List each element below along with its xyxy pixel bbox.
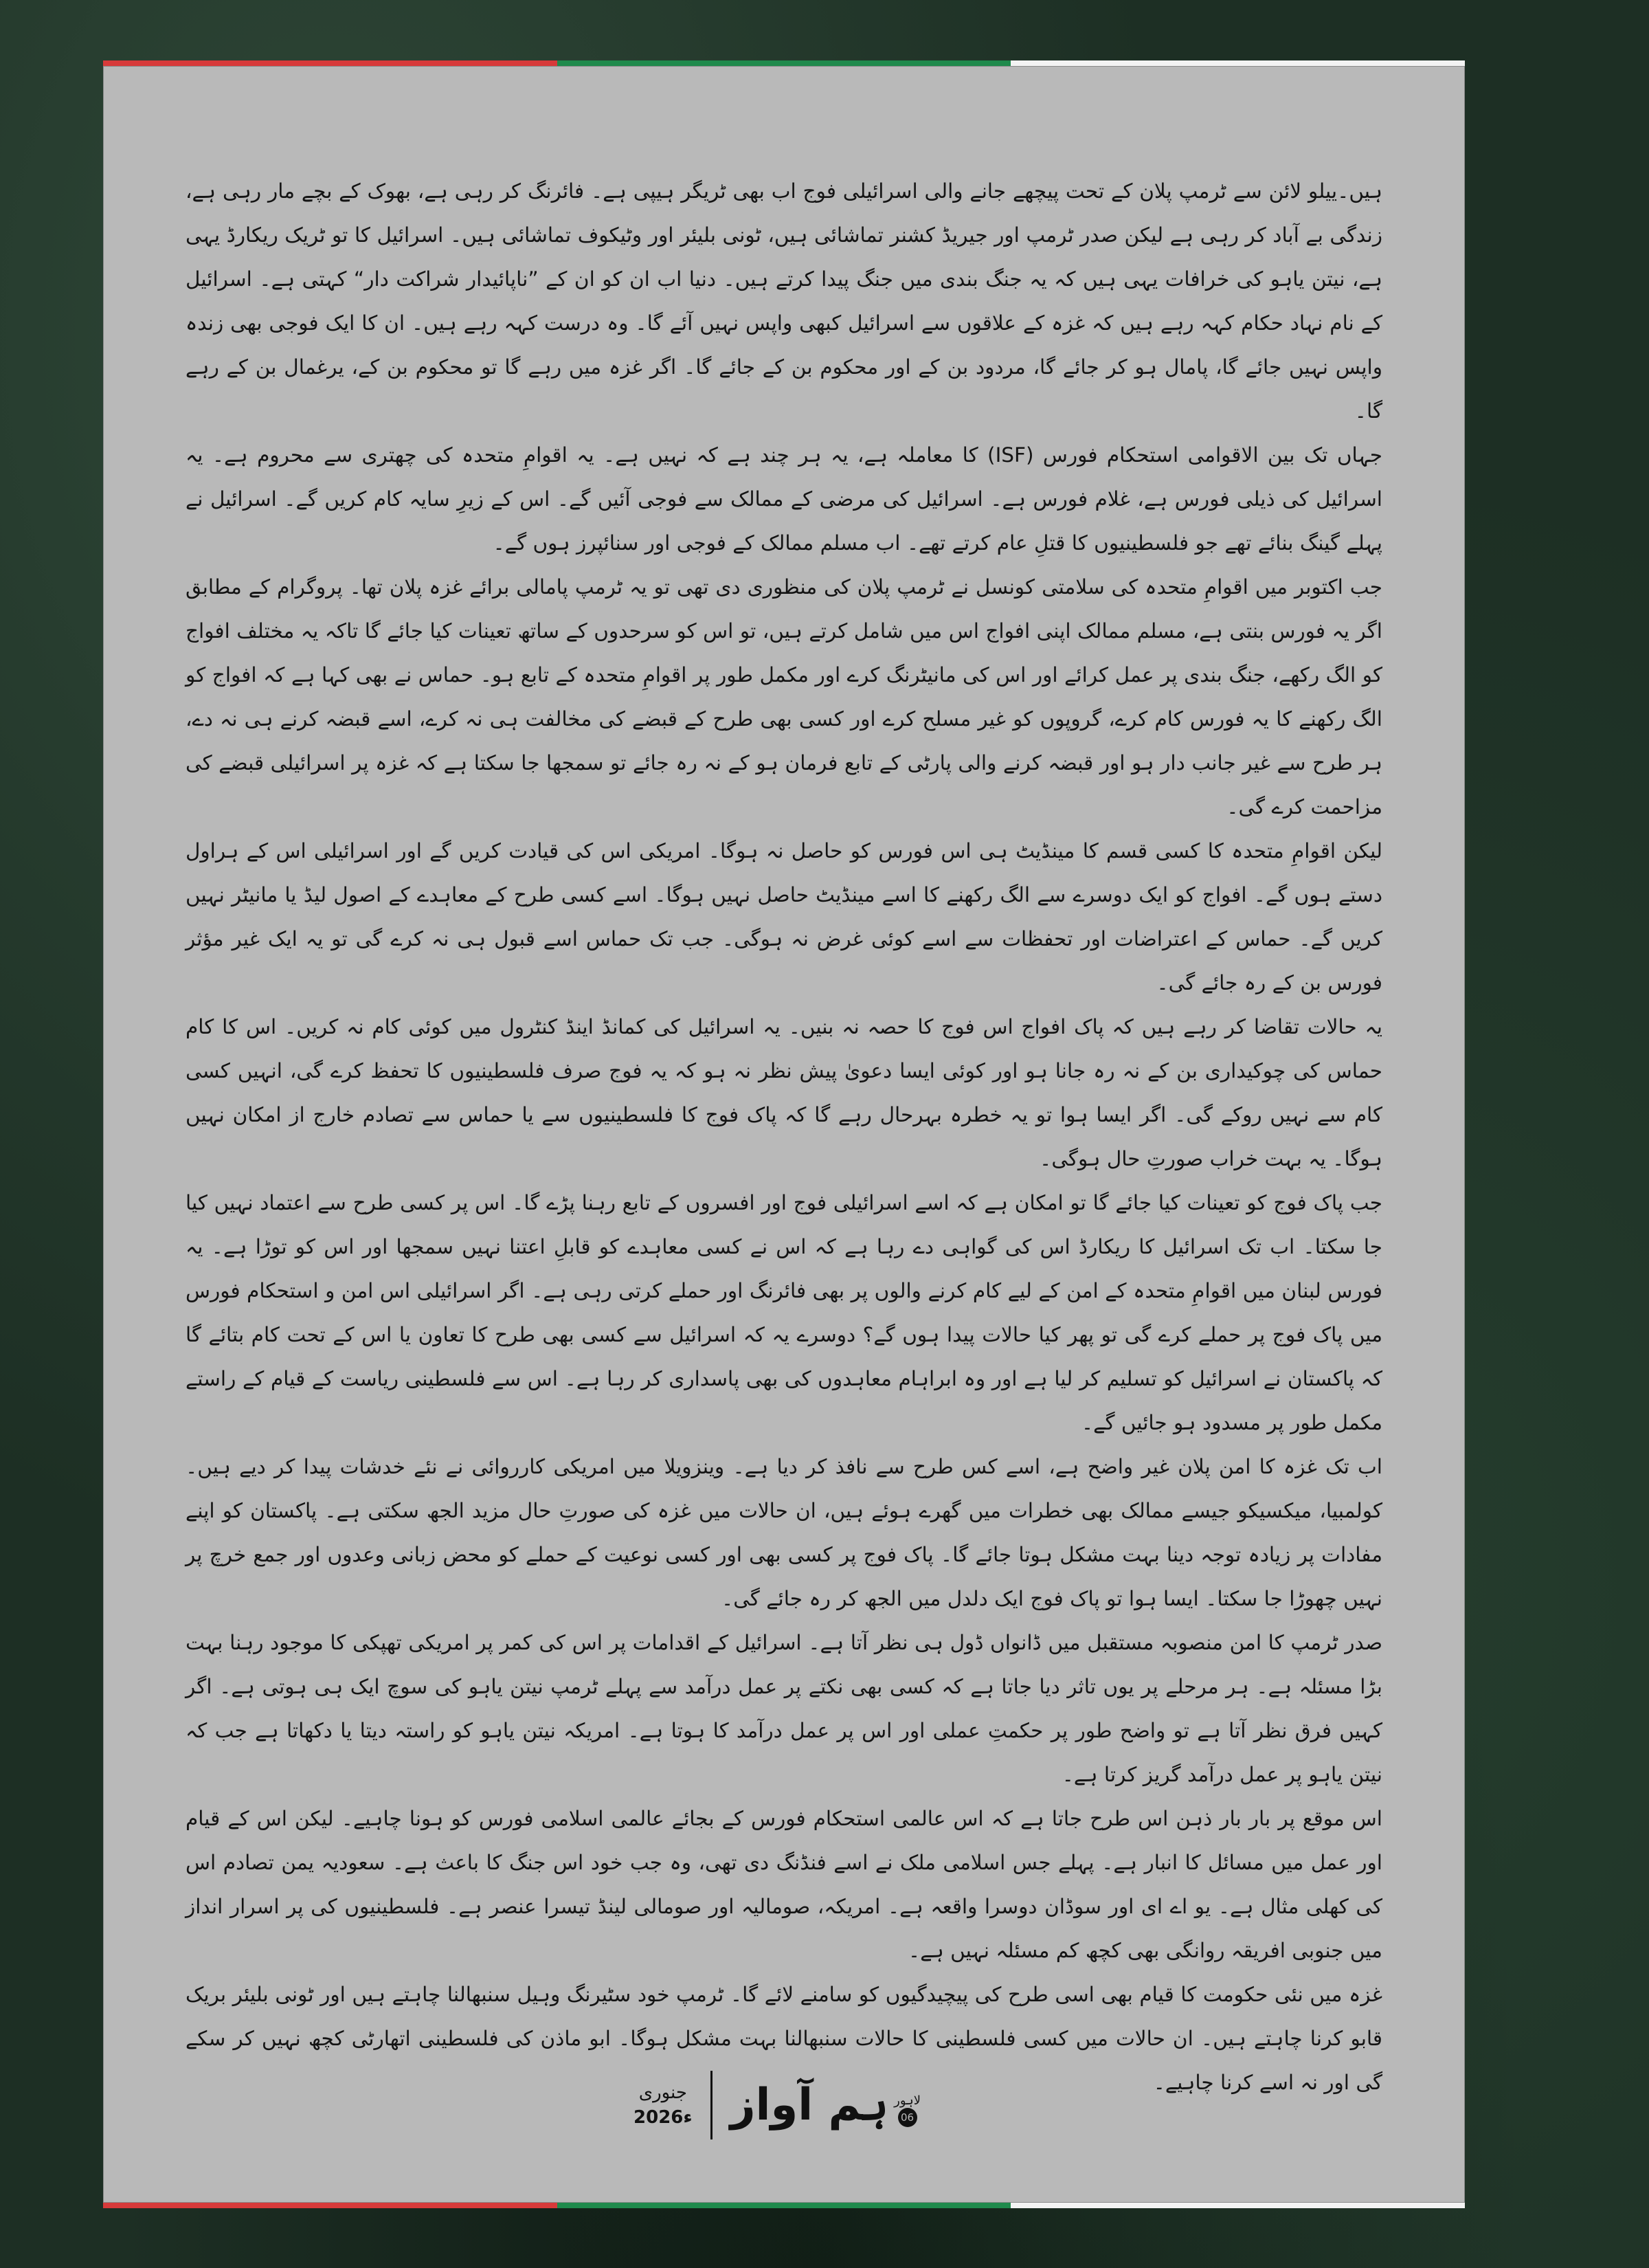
stripe-white bbox=[1011, 2203, 1465, 2208]
logo-city: لاہور bbox=[894, 2093, 921, 2108]
stripe-green bbox=[557, 2203, 1011, 2208]
issue-month: جنوری bbox=[638, 2082, 687, 2103]
paragraph: اب تک غزہ کا امن پلان غیر واضح ہے، اسے کس طرح سے نافذ کر دیا ہے۔ وینزویلا میں امریکی کارروائی نے نئے خدشات پیدا کر دیے ہیں۔ کولمبیا، میکسیکو جیسے ممالک بھی خطرات میں گھرے ہوئے ہیں، ان حالات میں غزہ کی صورتِ حال مزید الجھ سکتی ہے۔ پاکستان کو اپنے مفادات پر زیادہ توجہ دینا بہت مشکل ہوتا جائے گا۔ پاک فوج پر کسی بھی اور کسی نوعیت کے حملے کو محض زبانی وعدوں اور جمع خرچ پر نہیں چھوڑا جا سکتا۔ ایسا ہوا تو پاک فوج ایک دلدل میں الجھ کر رہ جائے گی۔ bbox=[186, 1455, 1382, 1610]
magazine-page bbox=[103, 66, 1465, 2203]
paragraph: جب اکتوبر میں اقوامِ متحدہ کی سلامتی کونسل نے ٹرمپ پلان کی منظوری دی تھی تو یہ ٹرمپ پامالی برائے غزہ پلان تھا۔ پروگرام کے مطابق اگر یہ فورس بنتی ہے، مسلم ممالک اپنی افواج اس میں شامل کرتے ہیں، تو اس کو سرحدوں کے ساتھ تعینات کیا جائے گا تاکہ یہ مختلف افواج کو الگ رکھے، جنگ بندی پر عمل کرائے اور اس کی مانیٹرنگ کرے اور مکمل طور پر اقوامِ متحدہ کے تابع ہو۔ حماس نے بھی کہا ہے کہ افواج کو الگ رکھنے کا یہ فورس کام کرے، گروپوں کو غیر مسلح کرے اور کسی بھی طرح کے قبضے کی مخالفت ہی نہ کرے، اسے قبضہ کرنے ہی نہ دے، ہر طرح سے غیر جانب دار ہو اور قبضہ کرنے والی پارٹی کے تابع فرمان ہو کے نہ رہ جائے تو سمجھا جا سکتا ہے کہ غزہ پر اسرائیلی قبضے کی مزاحمت کرے گی۔ bbox=[186, 575, 1382, 819]
paragraph: اس موقع پر بار بار ذہن اس طرح جاتا ہے کہ اس عالمی استحکام فورس کے بجائے عالمی اسلامی فورس کو ہونا چاہیے۔ لیکن اس کے قیام اور عمل میں مسائل کا انبار ہے۔ پہلے جس اسلامی ملک نے اسے فنڈنگ دی تھی، وہ جب خود اس جنگ کا باعث ہے۔ سعودیہ یمن تصادم اس کی کھلی مثال ہے۔ یو اے ای اور سوڈان دوسرا واقعہ ہے۔ امریکہ، صومالیہ اور صومالی لینڈ تیسرا عنصر ہے۔ فلسطینیوں کی پر اسرار انداز میں جنوبی افریقہ روانگی بھی کچھ کم مسئلہ نہیں ہے۔ bbox=[186, 1807, 1382, 1962]
stripe-green bbox=[557, 60, 1011, 66]
paragraph: غزہ میں نئی حکومت کا قیام بھی اسی طرح کی پیچیدگیوں کو سامنے لائے گا۔ ٹرمپ خود سٹیرنگ وہیل سنبھالنا چاہتے ہیں اور ٹونی بلیئر بریک قابو کرنا چاہتے ہیں۔ ان حالات میں کسی فلسطینی کا حالات سنبھالنا بہت مشکل ہوگا۔ ابو ماذن کی فلسطینی اتھارٹی کچھ نہیں کر سکے گی اور نہ اسے کرنا چاہیے۔ bbox=[186, 1983, 1382, 2094]
logo-wordmark: ہم آواز bbox=[730, 2080, 889, 2131]
paragraph: یہ حالات تقاضا کر رہے ہیں کہ پاک افواج اس فوج کا حصہ نہ بنیں۔ یہ اسرائیل کی کمانڈ اینڈ کنٹرول میں کوئی کام نہ کریں۔ اس کا کام حماس کی چوکیداری بن کے نہ رہ جانا ہو اور کوئی ایسا دعویٰ پیش نظر نہ ہو کہ یہ فوج صرف فلسطینیوں کا تحفظ کرے گی، انہیں کسی کام سے نہیں روکے گی۔ اگر ایسا ہوا تو یہ خطرہ بہرحال رہے گا کہ پاک فوج کا فلسطینیوں سے یا حماس سے تصادم خارج از امکان نہیں ہوگا۔ یہ بہت خراب صورتِ حال ہوگی۔ bbox=[186, 1015, 1382, 1170]
issue-date bbox=[633, 2080, 693, 2130]
paragraph: ہیں۔ییلو لائن سے ٹرمپ پلان کے تحت پیچھے جانے والی اسرائیلی فوج اب بھی ٹریگر ہیپی ہے۔ فائرنگ کر رہی ہے، بھوک کے بچے مار رہی ہے، زندگی بے آباد کر رہی ہے لیکن صدر ٹرمپ اور جیریڈ کشنر تماشائی ہیں، ٹونی بلیئر اور وٹیکوف تماشائی ہیں۔ اسرائیل کا تو ٹریک ریکارڈ یہی ہے، نیتن یاہو کی خرافات یہی ہیں کہ یہ جنگ بندی میں جنگ پیدا کرتے ہیں۔ دنیا اب ان کو ان کے ”ناپائیدار شراکت دار“ کہتی ہے۔ اسرائیل کے نام نہاد حکام کہہ رہے ہیں کہ غزہ کے علاقوں سے اسرائیل کبھی واپس نہیں آئے گا۔ وہ درست کہہ رہے ہیں۔ ان کا ایک فوجی بھی زندہ واپس نہیں جائے گا، پامال ہو کر جائے گا، مردود بن کے اور محکوم بن کے جائے گا۔ اگر غزہ میں رہے گا تو محکوم بن کے، یرغمال بن کے رہے گا۔ bbox=[186, 179, 1382, 423]
stripe-red bbox=[103, 60, 557, 66]
stripe-red bbox=[103, 2203, 557, 2208]
top-color-stripe bbox=[103, 60, 1465, 66]
paragraph: لیکن اقوامِ متحدہ کا کسی قسم کا مینڈیٹ ہی اس فورس کو حاصل نہ ہوگا۔ امریکی اس کی قیادت کریں گے اور اسرائیلی اس کے ہراول دستے ہوں گے۔ افواج کو ایک دوسرے سے الگ رکھنے کا اسے مینڈیٹ حاصل نہیں ہوگا۔ اسے کسی طرح کے معاہدے کے اصول لیڈ یا مانیٹر نہیں کریں گے۔ حماس کے اعتراضات اور تحفظات سے اسے کوئی غرض نہ ہوگی۔ جب تک حماس اسے قبول ہی نہ کرے گی تو یہ ایک غیر مؤثر فورس بن کے رہ جائے گی۔ bbox=[186, 839, 1382, 994]
issue-year: 2026ء bbox=[633, 2107, 693, 2128]
bottom-color-stripe bbox=[103, 2203, 1465, 2208]
footer-divider bbox=[710, 2071, 713, 2139]
article-body bbox=[186, 169, 1382, 2104]
issue-number-badge: 06 bbox=[898, 2108, 917, 2127]
magazine-logo bbox=[730, 2080, 921, 2131]
paragraph: صدر ٹرمپ کا امن منصوبہ مستقبل میں ڈانواں ڈول ہی نظر آتا ہے۔ اسرائیل کے اقدامات پر اس کی کمر پر امریکی تھپکی کا موجود رہنا بہت بڑا مسئلہ ہے۔ ہر مرحلے پر یوں تاثر دیا جاتا ہے کہ کسی بھی نکتے پر عمل درآمد سے پہلے ٹرمپ نیتن یاہو کی سوچ ایک ہی ہوتی ہے۔ اگر کہیں فرق نظر آتا ہے تو واضح طور پر حکمتِ عملی اور اس پر عمل درآمد کا ہوتا ہے۔ امریکہ نیتن یاہو کو راستہ دیتا یا دکھاتا ہے جب کہ نیتن یاہو پر عمل درآمد گریز کرتا ہے۔ bbox=[186, 1631, 1382, 1786]
logo-side bbox=[894, 2093, 921, 2127]
paragraph: جب پاک فوج کو تعینات کیا جائے گا تو امکان ہے کہ اسے اسرائیلی فوج اور افسروں کے تابع رہنا پڑے گا۔ اس پر کسی طرح سے اعتماد نہیں کیا جا سکتا۔ اب تک اسرائیل کا ریکارڈ اس کی گواہی دے رہا ہے کہ اس نے کسی معاہدے کو قابلِ اعتنا نہیں سمجھا اور اس کو توڑا ہے۔ یہ فورس لبنان میں اقوامِ متحدہ کے امن کے لیے کام کرنے والوں پر بھی فائرنگ اور حملے کرتی رہی ہے۔ اگر اسرائیلی اس امن و استحکام فورس میں پاک فوج پر حملے کرے گی تو پھر کیا حالات پیدا ہوں گے؟ دوسرے یہ کہ اسرائیل سے کسی بھی طرح کا تعاون یا اس کے تحت کام بتائے گا کہ پاکستان نے اسرائیل کو تسلیم کر لیا ہے اور وہ ابراہام معاہدوں کی بھی پاسداری کر رہا ہے۔ اس سے فلسطینی ریاست کے قیام کے راستے مکمل طور پر مسدود ہو جائیں گے۔ bbox=[186, 1191, 1382, 1434]
paragraph: جہاں تک بین الاقوامی استحکام فورس (ISF) کا معاملہ ہے، یہ ہر چند ہے کہ نہیں ہے۔ یہ اقوامِ متحدہ کی چھتری سے محروم ہے۔ یہ اسرائیل کی ذیلی فورس ہے، غلام فورس ہے۔ اسرائیل کی مرضی کے ممالک سے فوجی آئیں گے۔ اس کے زیرِ سایہ کام کریں گے۔ اسرائیل نے پہلے گینگ بنائے تھے جو فلسطینیوں کا قتلِ عام کرتے تھے۔ اب مسلم ممالک کے فوجی اور سنائپرز ہوں گے۔ bbox=[186, 443, 1382, 555]
page-footer bbox=[103, 2067, 1465, 2143]
stripe-white bbox=[1011, 60, 1465, 66]
